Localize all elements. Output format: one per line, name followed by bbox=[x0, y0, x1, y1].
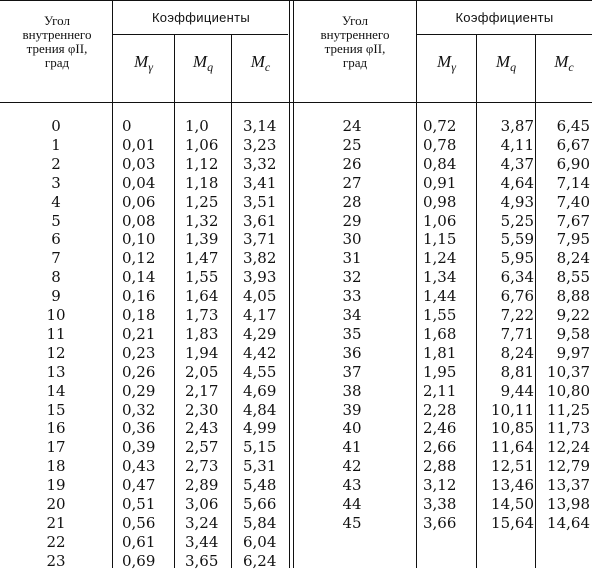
angle-cell: 10 bbox=[46, 306, 66, 324]
angle-cell: 23 bbox=[46, 551, 66, 570]
m-gamma-cell: 3,38 bbox=[423, 495, 457, 513]
m-gamma-cell: 0,23 bbox=[122, 343, 156, 362]
m-gamma-cell: 0,01 bbox=[122, 135, 156, 154]
m-c-subscript: c bbox=[568, 60, 574, 74]
m-c-symbol: M bbox=[554, 52, 569, 71]
m-q-cell: 5,59 bbox=[500, 230, 534, 249]
m-c-cell: 12,79 bbox=[547, 457, 590, 476]
angle-header bbox=[302, 14, 408, 70]
m-gamma-cell: 2,66 bbox=[423, 438, 457, 457]
m-gamma-subscript: γ bbox=[451, 60, 456, 74]
m-q-cell: 2,30 bbox=[185, 400, 219, 419]
m-q-cell: 3,44 bbox=[185, 532, 219, 551]
angle-header bbox=[4, 14, 110, 70]
angle-cell: 42 bbox=[342, 457, 362, 476]
angle-cell: 1 bbox=[51, 135, 61, 154]
m-gamma-cell: 0,06 bbox=[122, 192, 156, 211]
m-q-symbol: M bbox=[192, 52, 208, 71]
m-gamma-cell: 1,34 bbox=[423, 268, 457, 287]
angle-header-line: Угол bbox=[44, 13, 70, 28]
m-q-cell: 7,22 bbox=[500, 306, 534, 324]
m-c-cell: 13,98 bbox=[547, 495, 590, 513]
m-c-cell: 8,88 bbox=[556, 287, 590, 306]
m-c-cell: 6,90 bbox=[556, 154, 590, 173]
m-c-cell: 4,05 bbox=[243, 287, 277, 306]
m-c-cell: 3,41 bbox=[243, 173, 277, 192]
angle-cell: 20 bbox=[46, 495, 66, 513]
m-c-cell: 5,66 bbox=[243, 495, 277, 513]
m-gamma-subscript: γ bbox=[148, 60, 153, 74]
column-divider bbox=[231, 34, 232, 568]
m-c-cell: 8,55 bbox=[556, 268, 590, 287]
m-c-cell: 3,71 bbox=[243, 230, 277, 249]
m-c-cell: 3,93 bbox=[243, 268, 277, 287]
m-gamma-cell: 0,69 bbox=[122, 551, 156, 570]
m-gamma-cell: 1,24 bbox=[423, 249, 457, 268]
m-q-cell: 1,32 bbox=[185, 211, 219, 230]
angle-cell: 6 bbox=[51, 230, 61, 249]
m-gamma-cell: 0,08 bbox=[122, 211, 156, 230]
angle-cell: 45 bbox=[342, 513, 362, 532]
m-gamma-cell: 3,12 bbox=[423, 476, 457, 495]
angle-cell: 17 bbox=[46, 438, 66, 457]
angle-cell: 38 bbox=[342, 381, 362, 400]
m-q-cell: 1,64 bbox=[185, 287, 219, 306]
m-c-cell: 5,48 bbox=[243, 476, 277, 495]
m-q-cell: 2,57 bbox=[185, 438, 219, 457]
m-gamma-cell: 0,78 bbox=[423, 135, 457, 154]
m-c-cell: 3,82 bbox=[243, 249, 277, 268]
m-c-cell: 6,04 bbox=[243, 532, 277, 551]
m-gamma-cell: 1,06 bbox=[423, 211, 457, 230]
angle-cell: 5 bbox=[51, 211, 61, 230]
angle-header-line: град bbox=[342, 55, 368, 70]
m-c-cell: 14,64 bbox=[547, 513, 590, 532]
m-gamma-cell: 0,47 bbox=[122, 476, 156, 495]
m-q-cell: 2,17 bbox=[185, 381, 219, 400]
m-q-header bbox=[175, 52, 231, 72]
angle-cell: 31 bbox=[342, 249, 362, 268]
angle-cell: 7 bbox=[51, 249, 61, 268]
m-c-cell: 10,37 bbox=[547, 362, 590, 381]
m-c-cell: 6,45 bbox=[556, 117, 590, 135]
m-c-cell: 7,95 bbox=[556, 230, 590, 249]
m-c-cell: 6,24 bbox=[243, 551, 277, 570]
m-gamma-cell: 2,11 bbox=[423, 381, 457, 400]
m-c-cell: 13,37 bbox=[547, 476, 590, 495]
m-c-cell: 7,67 bbox=[556, 211, 590, 230]
angle-cell: 2 bbox=[51, 154, 61, 173]
angle-cell: 35 bbox=[342, 324, 362, 343]
m-gamma-cell: 0,72 bbox=[423, 117, 457, 135]
angle-cell: 37 bbox=[342, 362, 362, 381]
m-c-header bbox=[536, 52, 592, 72]
angle-cell: 3 bbox=[51, 173, 61, 192]
m-gamma-cell: 1,68 bbox=[423, 324, 457, 343]
angle-cell: 44 bbox=[342, 495, 362, 513]
m-q-cell: 1,25 bbox=[185, 192, 219, 211]
angle-cell: 14 bbox=[46, 381, 66, 400]
m-c-cell: 4,17 bbox=[243, 306, 277, 324]
m-q-cell: 10,85 bbox=[491, 419, 534, 438]
m-c-cell: 9,58 bbox=[556, 324, 590, 343]
m-q-cell: 12,51 bbox=[491, 457, 534, 476]
m-c-cell: 6,67 bbox=[556, 135, 590, 154]
m-c-cell: 10,80 bbox=[547, 381, 590, 400]
m-gamma-cell: 1,44 bbox=[423, 287, 457, 306]
m-q-subscript: q bbox=[510, 60, 517, 74]
coefficients-header: Коэффициенты bbox=[151, 10, 251, 25]
m-q-cell: 1,94 bbox=[185, 343, 219, 362]
m-q-cell: 15,64 bbox=[491, 513, 534, 532]
m-c-cell: 7,40 bbox=[556, 192, 590, 211]
m-gamma-cell: 0,03 bbox=[122, 154, 156, 173]
m-gamma-symbol: M bbox=[134, 52, 149, 71]
angle-cell: 29 bbox=[342, 211, 362, 230]
angle-header-line: трения φII, bbox=[324, 41, 386, 56]
m-q-cell: 1,83 bbox=[185, 324, 219, 343]
angle-cell: 22 bbox=[46, 532, 66, 551]
m-q-cell: 1,12 bbox=[185, 154, 219, 173]
m-gamma-cell: 2,88 bbox=[423, 457, 457, 476]
m-gamma-cell: 0,21 bbox=[122, 324, 156, 343]
angle-header-line: Угол bbox=[342, 13, 368, 28]
m-gamma-cell: 0,56 bbox=[122, 513, 156, 532]
m-gamma-cell: 0,04 bbox=[122, 173, 156, 192]
coefficients-header: Коэффициенты bbox=[455, 10, 554, 25]
m-gamma-cell: 0,26 bbox=[122, 362, 156, 381]
m-q-cell: 13,46 bbox=[491, 476, 534, 495]
m-q-cell: 1,55 bbox=[185, 268, 219, 287]
m-gamma-cell: 0,84 bbox=[423, 154, 457, 173]
m-q-cell: 6,76 bbox=[500, 287, 534, 306]
m-gamma-cell: 0,36 bbox=[122, 419, 156, 438]
m-gamma-cell: 0,98 bbox=[423, 192, 457, 211]
m-q-cell: 1,47 bbox=[185, 249, 219, 268]
m-q-cell: 2,43 bbox=[185, 419, 219, 438]
m-c-cell: 9,97 bbox=[556, 343, 590, 362]
angle-cell: 28 bbox=[342, 192, 362, 211]
angle-cell: 33 bbox=[342, 287, 362, 306]
m-c-cell: 11,25 bbox=[547, 400, 590, 419]
column-divider bbox=[416, 0, 417, 568]
angle-cell: 19 bbox=[46, 476, 66, 495]
m-q-cell: 14,50 bbox=[491, 495, 534, 513]
m-gamma-cell: 0,61 bbox=[122, 532, 156, 551]
m-gamma-cell: 0,14 bbox=[122, 268, 156, 287]
angle-cell: 9 bbox=[51, 287, 61, 306]
m-c-cell: 3,23 bbox=[243, 135, 277, 154]
m-c-subscript: c bbox=[264, 60, 271, 74]
m-c-symbol: M bbox=[250, 52, 265, 71]
m-q-cell: 3,06 bbox=[185, 495, 219, 513]
m-gamma-cell: 3,66 bbox=[423, 513, 457, 532]
angle-cell: 34 bbox=[342, 306, 362, 324]
m-c-cell: 4,84 bbox=[243, 400, 277, 419]
m-q-cell: 3,87 bbox=[500, 117, 534, 135]
m-q-cell: 5,95 bbox=[500, 249, 534, 268]
angle-cell: 27 bbox=[342, 173, 362, 192]
m-gamma-cell: 0,51 bbox=[122, 495, 156, 513]
m-gamma-cell: 2,28 bbox=[423, 400, 457, 419]
m-gamma-header bbox=[417, 52, 476, 72]
m-q-cell: 11,64 bbox=[491, 438, 534, 457]
m-q-cell: 9,44 bbox=[500, 381, 534, 400]
angle-cell: 18 bbox=[46, 457, 66, 476]
column-divider bbox=[476, 34, 477, 568]
angle-cell: 21 bbox=[46, 513, 66, 532]
m-c-cell: 4,99 bbox=[243, 419, 277, 438]
m-c-cell: 4,55 bbox=[243, 362, 277, 381]
angle-header-line: трения φII, bbox=[26, 41, 88, 56]
angle-cell: 16 bbox=[46, 419, 66, 438]
m-c-cell: 3,61 bbox=[243, 211, 277, 230]
m-q-cell: 10,11 bbox=[491, 400, 534, 419]
m-c-cell: 7,14 bbox=[556, 173, 590, 192]
m-q-cell: 4,11 bbox=[500, 135, 534, 154]
m-q-header bbox=[477, 52, 535, 72]
m-q-cell: 4,93 bbox=[500, 192, 534, 211]
m-q-cell: 1,06 bbox=[185, 135, 219, 154]
m-gamma-cell: 0,29 bbox=[122, 381, 156, 400]
m-gamma-cell: 2,46 bbox=[423, 419, 457, 438]
m-gamma-cell: 0,18 bbox=[122, 306, 156, 324]
m-q-cell: 7,71 bbox=[500, 324, 534, 343]
m-gamma-symbol: M bbox=[437, 52, 452, 71]
m-q-cell: 5,25 bbox=[500, 211, 534, 230]
angle-cell: 36 bbox=[342, 343, 362, 362]
m-q-cell: 8,81 bbox=[500, 362, 534, 381]
m-c-cell: 4,42 bbox=[243, 343, 277, 362]
coef-header-rule-right bbox=[416, 34, 592, 35]
m-c-cell: 5,31 bbox=[243, 457, 277, 476]
angle-cell: 4 bbox=[51, 192, 61, 211]
section-divider-double bbox=[289, 0, 290, 568]
m-q-subscript: q bbox=[207, 60, 214, 74]
angle-cell: 8 bbox=[51, 268, 61, 287]
table-top-rule bbox=[0, 0, 592, 1]
m-q-cell: 1,18 bbox=[185, 173, 219, 192]
angle-cell: 40 bbox=[342, 419, 362, 438]
m-gamma-cell: 0,10 bbox=[122, 230, 156, 249]
m-c-cell: 4,69 bbox=[243, 381, 277, 400]
angle-cell: 12 bbox=[46, 343, 66, 362]
m-gamma-cell: 1,95 bbox=[423, 362, 457, 381]
m-c-cell: 5,84 bbox=[243, 513, 277, 532]
m-q-cell: 1,39 bbox=[185, 230, 219, 249]
angle-cell: 0 bbox=[51, 117, 61, 135]
angle-cell: 13 bbox=[46, 362, 66, 381]
angle-cell: 39 bbox=[342, 400, 362, 419]
m-q-cell: 2,89 bbox=[185, 476, 219, 495]
m-q-cell: 4,37 bbox=[500, 154, 534, 173]
angle-cell: 41 bbox=[342, 438, 362, 457]
angle-header-line: внутреннего bbox=[320, 27, 390, 42]
angle-cell: 30 bbox=[342, 230, 362, 249]
m-c-cell: 12,24 bbox=[547, 438, 590, 457]
m-q-cell: 6,34 bbox=[500, 268, 534, 287]
m-c-cell: 5,15 bbox=[243, 438, 277, 457]
angle-header-line: внутреннего bbox=[22, 27, 92, 42]
section-divider-double bbox=[293, 0, 294, 568]
m-gamma-cell: 1,15 bbox=[423, 230, 457, 249]
angle-cell: 11 bbox=[46, 324, 66, 343]
coef-header-rule-left bbox=[112, 34, 288, 35]
m-gamma-cell: 0,43 bbox=[122, 457, 156, 476]
m-gamma-cell: 0,12 bbox=[122, 249, 156, 268]
m-c-cell: 11,73 bbox=[547, 419, 590, 438]
m-gamma-cell: 0,32 bbox=[122, 400, 156, 419]
m-q-cell: 3,65 bbox=[185, 551, 219, 570]
m-q-cell: 2,73 bbox=[185, 457, 219, 476]
m-gamma-cell: 0 bbox=[122, 117, 132, 135]
m-gamma-cell: 0,39 bbox=[122, 438, 156, 457]
m-q-cell: 8,24 bbox=[500, 343, 534, 362]
m-gamma-cell: 0,16 bbox=[122, 287, 156, 306]
m-c-cell: 9,22 bbox=[556, 306, 590, 324]
angle-header-line: град bbox=[44, 55, 70, 70]
angle-cell: 24 bbox=[342, 117, 362, 135]
column-divider bbox=[112, 0, 113, 568]
m-q-cell: 1,73 bbox=[185, 306, 219, 324]
m-q-cell: 1,0 bbox=[185, 117, 209, 135]
m-q-cell: 4,64 bbox=[500, 173, 534, 192]
m-c-cell: 3,51 bbox=[243, 192, 277, 211]
m-c-cell: 4,29 bbox=[243, 324, 277, 343]
m-gamma-cell: 1,81 bbox=[423, 343, 457, 362]
m-q-symbol: M bbox=[495, 52, 511, 71]
m-c-cell: 3,32 bbox=[243, 154, 277, 173]
m-c-cell: 3,14 bbox=[243, 117, 277, 135]
m-gamma-cell: 0,91 bbox=[423, 173, 457, 192]
column-divider bbox=[174, 34, 175, 568]
header-bottom-rule bbox=[0, 102, 592, 103]
angle-cell: 25 bbox=[342, 135, 362, 154]
angle-cell: 32 bbox=[342, 268, 362, 287]
angle-cell: 15 bbox=[46, 400, 66, 419]
m-q-cell: 2,05 bbox=[185, 362, 219, 381]
m-c-header bbox=[232, 52, 289, 72]
m-gamma-header bbox=[113, 52, 174, 72]
m-q-cell: 3,24 bbox=[185, 513, 219, 532]
angle-cell: 43 bbox=[342, 476, 362, 495]
angle-cell: 26 bbox=[342, 154, 362, 173]
m-c-cell: 8,24 bbox=[556, 249, 590, 268]
m-gamma-cell: 1,55 bbox=[423, 306, 457, 324]
